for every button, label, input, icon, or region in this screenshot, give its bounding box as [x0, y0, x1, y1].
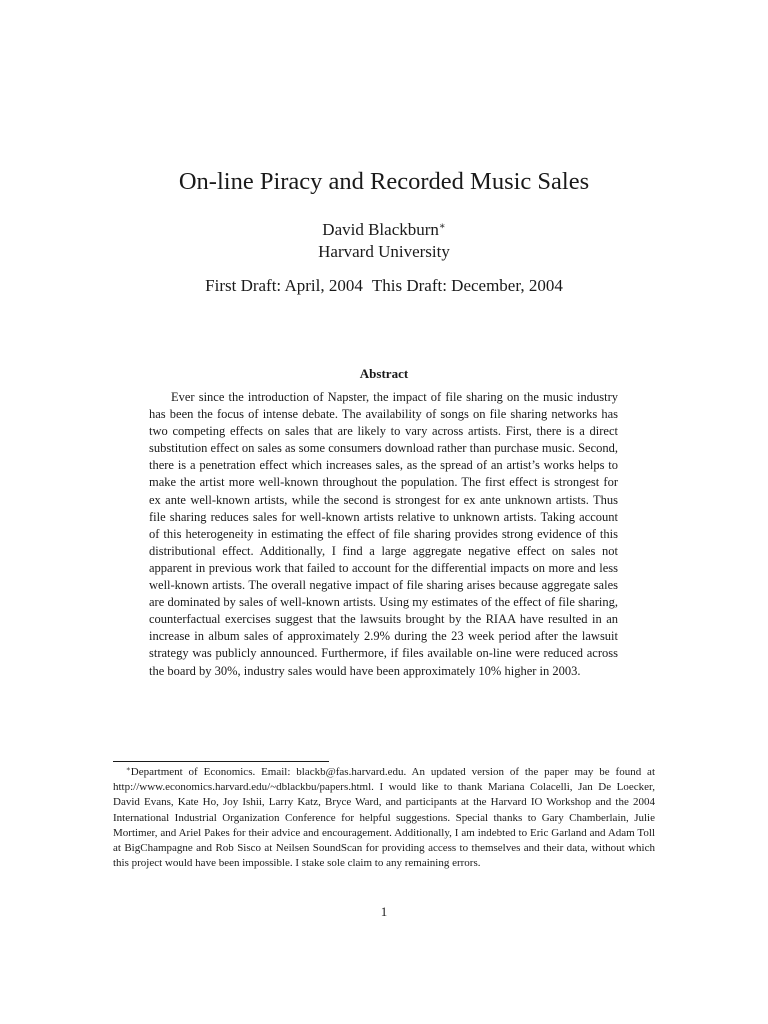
footnote-text: Department of Economics. Email: blackb@fas.harvard.edu. An updated version of the paper may be found at http://www.economics.harvard.edu/~dblackbu/papers.html. I would like to thank Mariana Colacelli, Jan De Loecker, David Evans, Kate Ho, Joy Ishii, Larry Katz, Bryce Ward, and participants at the Harvard IO Workshop and the 2004 International Industrial Organization Conference for helpful suggestions. Special thanks to Gary Chamberlain, Julie Mortimer, and Ariel Pakes for their advice and encouragement. Additionally, I am indebted to Eric Garland and Adam Toll at BigChampagne and Rob Sisco at Neilsen SoundScan for providing access to themselves and their data, without which this project would have been impossible. I stake sole claim to any remaining errors. — [113, 766, 655, 870]
footnote-divider — [113, 761, 329, 762]
page-number: 1 — [380, 904, 388, 919]
this-draft-date: This Draft: December, 2004 — [371, 276, 563, 295]
author-footnote-marker[interactable]: ∗ — [438, 221, 446, 232]
paper-title: On-line Piracy and Recorded Music Sales — [178, 168, 590, 195]
first-draft-date: First Draft: April, 2004 — [205, 276, 363, 295]
footnote-marker: ∗ — [126, 765, 131, 773]
author-affiliation: Harvard University — [318, 242, 450, 261]
author-name: David Blackburn — [322, 220, 439, 239]
draft-dates — [0, 275, 768, 297]
abstract-text: Ever since the introduction of Napster, the impact of file sharing on the music industry has been the focus of intense debate. The availability of songs on file sharing networks has two competing effects on sales that are likely to vary across artists. First, there is a direct substitution effect on sales as some consumers download rather than purchase music. Second, there is a penetration effect which increases sales, as the spread of an artist’s works helps to make the artist more well-known throughout the population. The first effect is strongest for ex ante well-known artists, while the second is strongest for ex ante unknown artists. Thus file sharing reduces sales for well-known artists relative to unknown artists. Taking account of this heterogeneity in estimating the effect of file sharing provides strong evidence of this distributional effect. Additionally, I find a large aggregate negative effect on sales not apparent in previous work that failed to account for the differential impacts on more and less well-known artists. The overall negative impact of file sharing arises because aggregate sales are dominated by sales of well-known artists. Using my estimates of the effect of file sharing, counterfactual exercises suggest that the lawsuits brought by the RIAA have resulted in an increase in album sales of approximately 2.9% during the 23 week period after the lawsuit strategy was publicly announced. Furthermore, if files available on-line were reduced across the board by 30%, industry sales would have been approximately 10% higher in 2003. — [149, 390, 618, 678]
author-line — [0, 219, 768, 241]
author-footnote — [113, 765, 655, 871]
abstract-heading: Abstract — [359, 366, 409, 381]
